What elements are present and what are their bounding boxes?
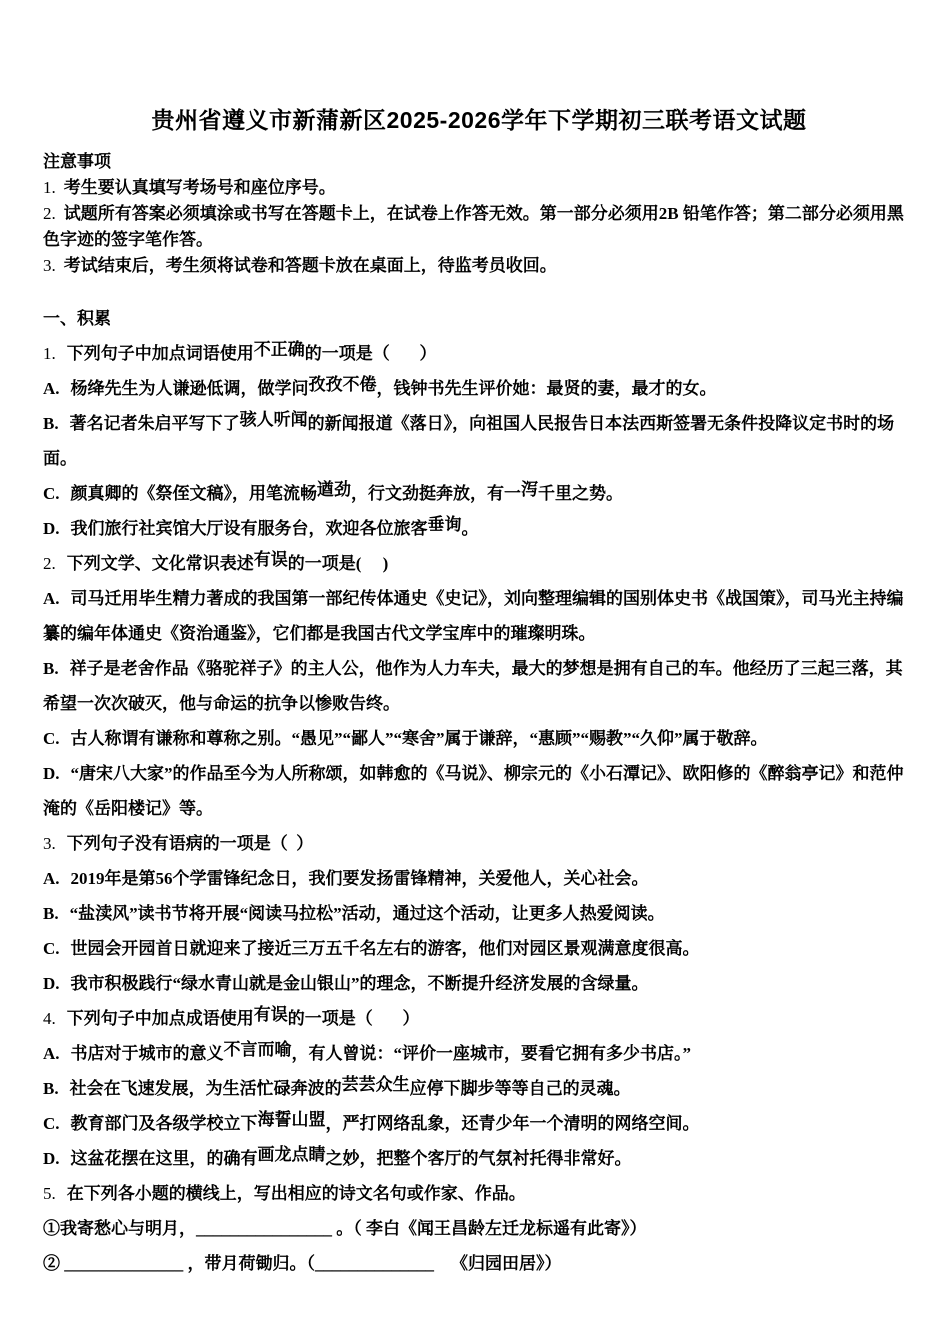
- text-run: 颜真卿的《祭侄文稿》，用笔流畅: [70, 484, 318, 503]
- option-label: B.: [43, 904, 59, 923]
- option-c: [43, 476, 915, 511]
- question-1: [43, 336, 915, 546]
- text-run: “唐宋八大家”的作品至今为人所称颂，如韩愈的《马说》、柳宗元的《小石潭记》、欧阳修的《醉翁亭记》和范仲淹的《岳阳楼记》等。: [43, 764, 904, 818]
- question-number: 3.: [43, 834, 56, 853]
- option-b: [43, 406, 915, 476]
- emphasized-word: 遒劲: [317, 480, 352, 499]
- text-run: ，带月荷锄归。（: [183, 1254, 315, 1273]
- question-number: 5.: [43, 1184, 56, 1203]
- text-run: 。（ 李白《闻王昌龄左迁龙标遥有此寄》）: [332, 1219, 647, 1238]
- text-run: 在下列各小题的横线上，写出相应的诗文名句或作家、作品。: [66, 1184, 526, 1203]
- option-label: A.: [43, 1044, 60, 1063]
- text-run: 应停下脚步等等自己的灵魂。: [409, 1079, 631, 1098]
- page-title: 贵州省遵义市新蒲新区2025-2026学年下学期初三联考语文试题: [151, 107, 807, 133]
- notice-item-text: 试题所有答案必须填涂或书写在答题卡上，在试卷上作答无效。第一部分必须用2B 铅笔作答；第二部分必须用黑色字迹的签字笔作答。: [43, 204, 904, 249]
- question-number: 1.: [43, 344, 56, 363]
- question-stem: [43, 336, 915, 371]
- notice-items: [43, 175, 915, 279]
- option-b: [43, 1071, 915, 1106]
- question-stem: [43, 1176, 915, 1211]
- emphasized-word: 骇人听闻: [239, 410, 308, 429]
- question-3: [43, 826, 915, 1001]
- option-d: [43, 966, 915, 1001]
- text-run: 。: [461, 519, 479, 538]
- text-run: 的一项是（ ）: [304, 344, 437, 363]
- emphasized-word: 有误: [253, 1005, 288, 1024]
- option-label: C.: [43, 729, 60, 748]
- question-number: 2.: [43, 554, 56, 573]
- text-run: 的一项是（ ）: [287, 1009, 420, 1028]
- notice-section: [43, 149, 915, 279]
- text-run: 书店对于城市的意义: [70, 1044, 224, 1063]
- option-c: [43, 1106, 915, 1141]
- emphasized-word: 不正确: [253, 340, 305, 359]
- option-a: [43, 1036, 915, 1071]
- text-run: 下列句子没有语病的一项是（ ）: [66, 834, 314, 853]
- text-run: 社会在飞速发展，为生活忙碌奔波的: [69, 1079, 342, 1098]
- option-label: C.: [43, 1114, 60, 1133]
- notice-heading: 注意事项: [43, 152, 111, 171]
- answer-blank: ________________: [196, 1219, 332, 1238]
- question-2: [43, 546, 915, 826]
- option-label: D.: [43, 519, 60, 538]
- text-run: 我市积极践行“绿水青山就是金山银山”的理念，不断提升经济发展的含绿量。: [70, 974, 649, 993]
- option-label: D.: [43, 764, 60, 783]
- text-run: 下列句子中加点成语使用: [66, 1009, 254, 1028]
- option-label: A.: [43, 589, 60, 608]
- question-stem: [43, 546, 915, 581]
- option-label: A.: [43, 379, 60, 398]
- question-stem: [43, 826, 915, 861]
- text-run: ，钱钟书先生评价她：最贤的妻，最才的女。: [376, 379, 717, 398]
- question-stem: [43, 1001, 915, 1036]
- subitem-1: [43, 1211, 915, 1246]
- notice-item-text: 考试结束后，考生须将试卷和答题卡放在桌面上，待监考员收回。: [63, 256, 557, 275]
- option-b: [43, 896, 915, 931]
- option-d: [43, 756, 915, 826]
- text-run: 下列文学、文化常识表述: [66, 554, 254, 573]
- text-run: ，行文劲挺奔放，有一: [351, 484, 522, 503]
- option-label: A.: [43, 869, 60, 888]
- option-label: C.: [43, 939, 60, 958]
- emphasized-word: 孜孜不倦: [308, 375, 377, 394]
- answer-blank: ______________: [315, 1254, 434, 1273]
- notice-item-text: 考生要认真填写考场号和座位序号。: [63, 178, 336, 197]
- text-run: “盐渎风”读书节将开展“阅读马拉松”活动，通过这个活动，让更多人热爱阅读。: [69, 904, 665, 923]
- notice-item-1: [43, 175, 915, 201]
- text-run: ②: [43, 1254, 65, 1273]
- text-run: 祥子是老舍作品《骆驼祥子》的主人公，他作为人力车夫，最大的梦想是拥有自己的车。他经历了三起三落，其希望一次次破灭，他与命运的抗争以惨败告终。: [43, 659, 903, 713]
- text-run: 杨绛先生为人谦逊低调，做学问: [70, 379, 309, 398]
- option-a: [43, 581, 915, 651]
- text-run: 之妙，把整个客厅的气氛衬托得非常好。: [325, 1149, 632, 1168]
- text-run: 2019年是第56个学雷锋纪念日，我们要发扬雷锋精神，关爱他人，关心社会。: [70, 869, 649, 888]
- option-b: [43, 651, 915, 721]
- option-c: [43, 931, 915, 966]
- emphasized-word: 海誓山盟: [257, 1110, 326, 1129]
- emphasized-word: 画龙点睛: [257, 1145, 326, 1164]
- notice-item-2: [43, 201, 915, 253]
- notice-item-number: 2.: [43, 204, 56, 223]
- section-accumulation: [43, 301, 915, 1281]
- text-run: 这盆花摆在这里，的确有: [70, 1149, 258, 1168]
- text-run: 教育部门及各级学校立下: [70, 1114, 258, 1133]
- emphasized-word: 有误: [253, 550, 288, 569]
- text-run: ，严打网络乱象，还青少年一个清明的网络空间。: [325, 1114, 700, 1133]
- option-label: C.: [43, 484, 60, 503]
- question-5: [43, 1176, 915, 1281]
- option-label: B.: [43, 414, 59, 433]
- text-run: 我们旅行社宾馆大厅设有服务台，欢迎各位旅客: [70, 519, 428, 538]
- option-c: [43, 721, 915, 756]
- text-run: 下列句子中加点词语使用: [66, 344, 254, 363]
- emphasized-word: 垂询: [427, 515, 462, 534]
- text-run: 的一项是( ): [287, 554, 389, 573]
- notice-item-number: 1.: [43, 178, 56, 197]
- subitem-2: [43, 1246, 915, 1281]
- text-run: 《归园田居》）: [434, 1254, 562, 1273]
- option-a: [43, 371, 915, 406]
- notice-item-number: 3.: [43, 256, 56, 275]
- text-run: 的新闻报道《落日》，向祖国人民报告日本法西斯签署无条件投降议定书时的场面。: [43, 414, 895, 468]
- emphasized-word: 不言而喻: [223, 1040, 292, 1059]
- answer-blank: ______________: [64, 1254, 184, 1273]
- question-4: [43, 1001, 915, 1176]
- option-label: B.: [43, 1079, 59, 1098]
- option-label: D.: [43, 1149, 60, 1168]
- text-run: ①我寄愁心与明月，: [43, 1219, 196, 1238]
- option-d: [43, 511, 915, 546]
- notice-item-3: [43, 253, 915, 279]
- question-list: [43, 336, 915, 1281]
- text-run: 千里之势。: [538, 484, 624, 503]
- option-a: [43, 861, 915, 896]
- emphasized-word: 芸芸众生: [341, 1075, 410, 1094]
- text-run: 司马迁用毕生精力著成的我国第一部纪传体通史《史记》，刘向整理编辑的国别体史书《战国策》，司马光主持编纂的编年体通史《资治通鉴》，它们都是我国古代文学宝库中的璀璨明珠。: [43, 589, 904, 643]
- text-run: 著名记者朱启平写下了: [69, 414, 240, 433]
- text-run: 古人称谓有谦称和尊称之别。“愚见”“鄙人”“寒舍”属于谦辞，“惠顾”“赐教”“久仰”属于敬辞。: [70, 729, 768, 748]
- text-run: ，有人曾说：“评价一座城市，要看它拥有多少书店。”: [291, 1044, 692, 1063]
- question-number: 4.: [43, 1009, 56, 1028]
- emphasized-word: 泻: [521, 480, 539, 499]
- text-run: 世园会开园首日就迎来了接近三万五千名左右的游客，他们对园区景观满意度很高。: [70, 939, 700, 958]
- option-d: [43, 1141, 915, 1176]
- section-heading: 一、积累: [43, 309, 111, 328]
- option-label: D.: [43, 974, 60, 993]
- option-label: B.: [43, 659, 59, 678]
